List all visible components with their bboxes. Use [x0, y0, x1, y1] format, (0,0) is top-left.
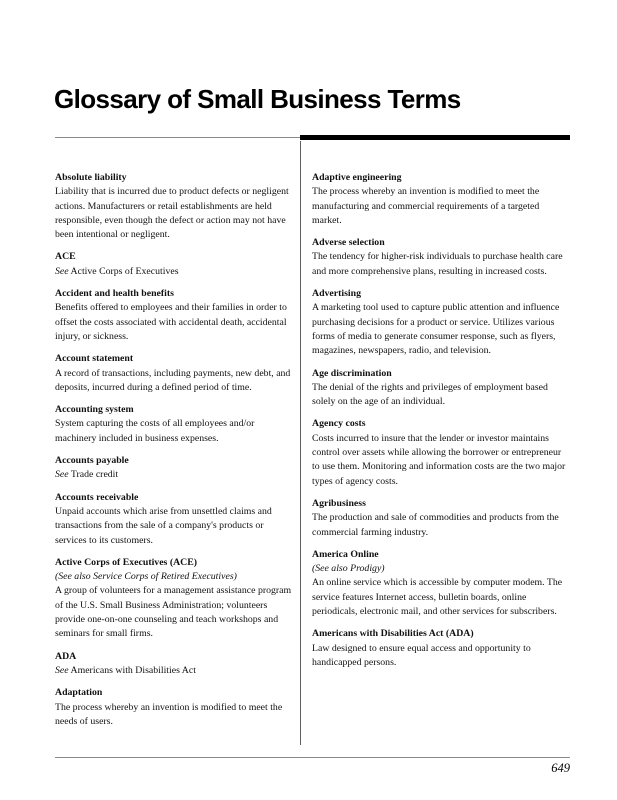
column-divider-line	[300, 141, 301, 745]
entry-term: Advertising	[312, 288, 361, 300]
glossary-column-left	[55, 171, 292, 737]
entry-cross-reference: (See also Prodigy)	[312, 563, 385, 575]
entry-term: Adverse selection	[312, 237, 385, 249]
entry-term: Agency costs	[312, 418, 366, 430]
glossary-entry	[55, 403, 292, 446]
entry-term: Agribusiness	[312, 497, 366, 509]
glossary-entry	[55, 556, 292, 642]
see-target: Active Corps of Executives	[68, 265, 179, 277]
entry-term: Active Corps of Executives (ACE)	[55, 556, 198, 568]
glossary-entry	[55, 686, 292, 729]
glossary-entry	[55, 250, 292, 279]
glossary-entry	[312, 236, 568, 279]
glossary-entry	[55, 287, 292, 344]
entry-definition: Law designed to ensure equal access and opportunity to handicapped persons.	[312, 642, 531, 668]
glossary-entry	[312, 548, 568, 619]
page-title: Glossary of Small Business Terms	[54, 84, 461, 114]
header-rule-thick	[300, 135, 570, 140]
entry-term: ADA	[55, 650, 77, 662]
glossary-entry	[55, 650, 292, 679]
entry-definition: Unpaid accounts which arise from unsettled claims and transactions from the sale of a company's products or services to its customers.	[55, 505, 272, 546]
header-rule-thin	[55, 137, 300, 138]
entry-term: ACE	[55, 251, 76, 263]
glossary-entry	[312, 417, 568, 488]
entry-term: Americans with Disabilities Act (ADA)	[312, 628, 474, 640]
entry-definition: The tendency for higher-risk individuals to purchase health care and more comprehensive plans, resulting in increased costs.	[312, 251, 563, 277]
glossary-entry	[55, 171, 292, 242]
entry-definition: The process whereby an invention is modified to meet the needs of users.	[55, 701, 283, 727]
footer-rule	[55, 757, 570, 758]
entry-definition: A group of volunteers for a management assistance program of the U.S. Small Business Administration; volunteers provide one-on-one counseling and teach workshops and seminars for small firms.	[55, 585, 292, 640]
glossary-entry	[312, 627, 568, 670]
entry-term: Adaptation	[55, 687, 103, 699]
entry-see-reference	[55, 468, 292, 482]
entry-definition: A marketing tool used to capture public attention and influence purchasing decisions for a product or service. Utilizes various forms of media to generate consumer response, such as flyers, magazines, newspapers, radio, and television.	[312, 302, 560, 357]
glossary-column-right	[312, 171, 568, 678]
glossary-entry	[312, 367, 568, 410]
entry-see-reference	[55, 664, 292, 678]
entry-term: Accounts payable	[55, 455, 129, 467]
page-number: 649	[551, 761, 570, 775]
see-target: Trade credit	[68, 469, 119, 481]
entry-cross-reference: (See also Service Corps of Retired Executives)	[55, 571, 237, 583]
entry-definition: A record of transactions, including payments, new debt, and deposits, incurred during a defined period of time.	[55, 367, 291, 393]
entry-definition: Liability that is incurred due to product defects or negligent actions. Manufacturers or retail establishments are held responsible, even though the defect or action may not have been intentional or negligent.	[55, 186, 289, 241]
entry-definition: The denial of the rights and privileges of employment based solely on the age of an individual.	[312, 381, 548, 408]
entry-definition: System capturing the costs of all employees and/or machinery included in business expenses.	[55, 418, 255, 444]
entry-see-reference	[55, 265, 292, 279]
entry-term: Age discrimination	[312, 367, 392, 379]
entry-definition: Costs incurred to insure that the lender or investor maintains control over assets while allowing the borrower or entrepreneur to use them. Monitoring and information costs are the two major types of agency costs.	[312, 432, 566, 487]
entry-term: Account statement	[55, 353, 134, 365]
entry-definition: The production and sale of commodities and products from the commercial farming industry.	[312, 512, 559, 538]
entry-definition: The process whereby an invention is modified to meet the manufacturing and commercial requirements of a targeted market.	[312, 186, 540, 226]
see-label: See	[55, 265, 69, 277]
entry-term: Absolute liability	[55, 172, 127, 183]
entry-term: Adaptive engineering	[312, 172, 402, 183]
entry-term: Accident and health benefits	[55, 288, 174, 300]
glossary-entry	[55, 454, 292, 483]
entry-term: Accounts receivable	[55, 491, 139, 503]
entry-definition: Benefits offered to employees and their families in order to offset the costs associated with accidental death, accidental injury, or sickness.	[55, 302, 287, 342]
glossary-entry	[55, 352, 292, 395]
glossary-entry	[312, 287, 568, 358]
glossary-entry	[312, 497, 568, 540]
glossary-entry	[312, 171, 568, 228]
entry-term: Accounting system	[55, 404, 134, 416]
entry-term: America Online	[312, 548, 379, 560]
see-label: See	[55, 664, 69, 676]
see-label: See	[55, 469, 69, 481]
glossary-entry	[55, 491, 292, 548]
entry-definition: An online service which is accessible by computer modem. The service features Internet access, bulletin boards, online periodicals, electronic mail, and other services for subscribers.	[312, 577, 563, 618]
see-target: Americans with Disabilities Act	[68, 664, 196, 676]
